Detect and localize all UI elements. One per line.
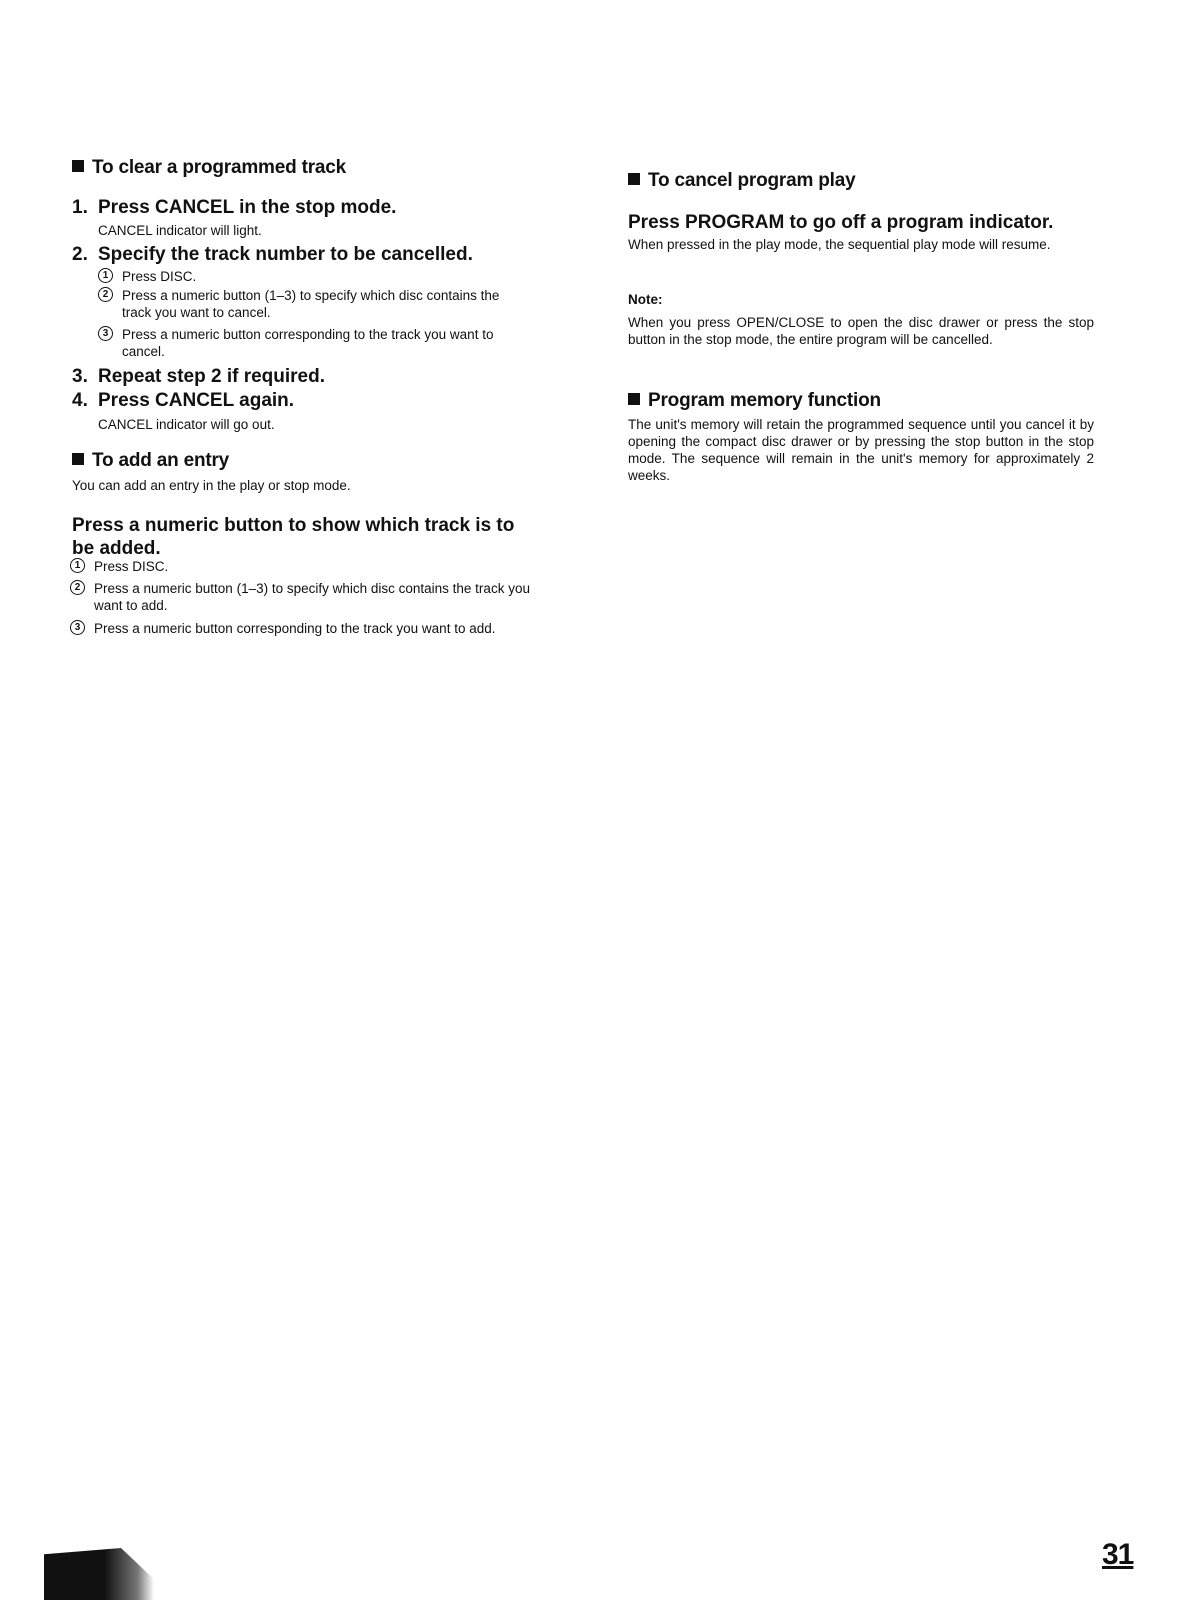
circled-number-icon: 3 bbox=[70, 620, 85, 635]
cancel-desc: When pressed in the play mode, the sequential play mode will resume. bbox=[628, 237, 1051, 252]
step-3 bbox=[72, 366, 325, 388]
memory-text: The unit's memory will retain the programmed sequence until you cancel it by opening the compact disc drawer or by pressing the stop button in the stop mode. The sequence will remain in the unit's memory for approximately 2 weeks. bbox=[628, 417, 1094, 483]
sub-text: Press a numeric button (1–3) to specify which disc contains the track you want to cancel. bbox=[122, 288, 500, 320]
circled-number-icon: 1 bbox=[98, 268, 113, 283]
section-heading-cancel bbox=[628, 170, 855, 192]
step-2 bbox=[72, 244, 473, 266]
square-bullet-icon bbox=[72, 160, 84, 172]
square-bullet-icon bbox=[628, 393, 640, 405]
step-label: Repeat step 2 if required. bbox=[98, 366, 326, 387]
sub-text: Press DISC. bbox=[122, 269, 197, 284]
circled-number-icon: 3 bbox=[98, 326, 113, 341]
add-sub-3 bbox=[74, 620, 534, 637]
sub-text: Press DISC. bbox=[94, 559, 169, 574]
circled-number-icon: 2 bbox=[98, 287, 113, 302]
step-1 bbox=[72, 197, 396, 219]
step-label: Press CANCEL in the stop mode. bbox=[98, 197, 397, 218]
step-4-desc: CANCEL indicator will go out. bbox=[98, 417, 275, 432]
sub-text: Press a numeric button corresponding to the track you want to cancel. bbox=[122, 327, 494, 359]
section-heading-text: To clear a programmed track bbox=[92, 157, 347, 178]
cancel-instruction: Press PROGRAM to go off a program indicator. bbox=[628, 212, 1054, 233]
square-bullet-icon bbox=[72, 453, 84, 465]
sub-text: Press a numeric button (1–3) to specify which disc contains the track you want to add. bbox=[94, 581, 530, 613]
section-heading-text: Program memory function bbox=[648, 390, 881, 411]
step-label: Press CANCEL again. bbox=[98, 390, 295, 411]
circled-number-icon: 2 bbox=[70, 580, 85, 595]
section-heading-clear bbox=[72, 157, 346, 179]
page-number: 31 bbox=[1102, 1538, 1134, 1571]
add-sub-1 bbox=[74, 558, 534, 575]
section-heading-memory bbox=[628, 390, 881, 412]
step-number: 2. bbox=[72, 244, 88, 265]
step-2-sub-2 bbox=[102, 287, 532, 321]
sub-text: Press a numeric button corresponding to the track you want to add. bbox=[94, 621, 496, 636]
step-number: 3. bbox=[72, 366, 88, 387]
note-text: When you press OPEN/CLOSE to open the disc drawer or press the stop button in the stop mode, the entire program will be cancelled. bbox=[628, 315, 1094, 347]
section-heading-add bbox=[72, 450, 229, 472]
step-4 bbox=[72, 390, 294, 412]
section-heading-text: To add an entry bbox=[92, 450, 230, 471]
add-instruction: Press a numeric button to show which track is to be added. bbox=[72, 515, 515, 559]
step-number: 1. bbox=[72, 197, 88, 218]
note-label: Note: bbox=[628, 292, 663, 307]
step-2-sub-1 bbox=[102, 268, 532, 285]
section-heading-text: To cancel program play bbox=[648, 170, 856, 191]
add-intro: You can add an entry in the play or stop mode. bbox=[72, 478, 351, 493]
step-label: Specify the track number to be cancelled. bbox=[98, 244, 473, 265]
circled-number-icon: 1 bbox=[70, 558, 85, 573]
step-number: 4. bbox=[72, 390, 88, 411]
step-1-desc: CANCEL indicator will light. bbox=[98, 223, 262, 238]
add-sub-2 bbox=[74, 580, 534, 614]
square-bullet-icon bbox=[628, 173, 640, 185]
page-edge-tab bbox=[44, 1548, 154, 1600]
step-2-sub-3 bbox=[102, 326, 532, 360]
